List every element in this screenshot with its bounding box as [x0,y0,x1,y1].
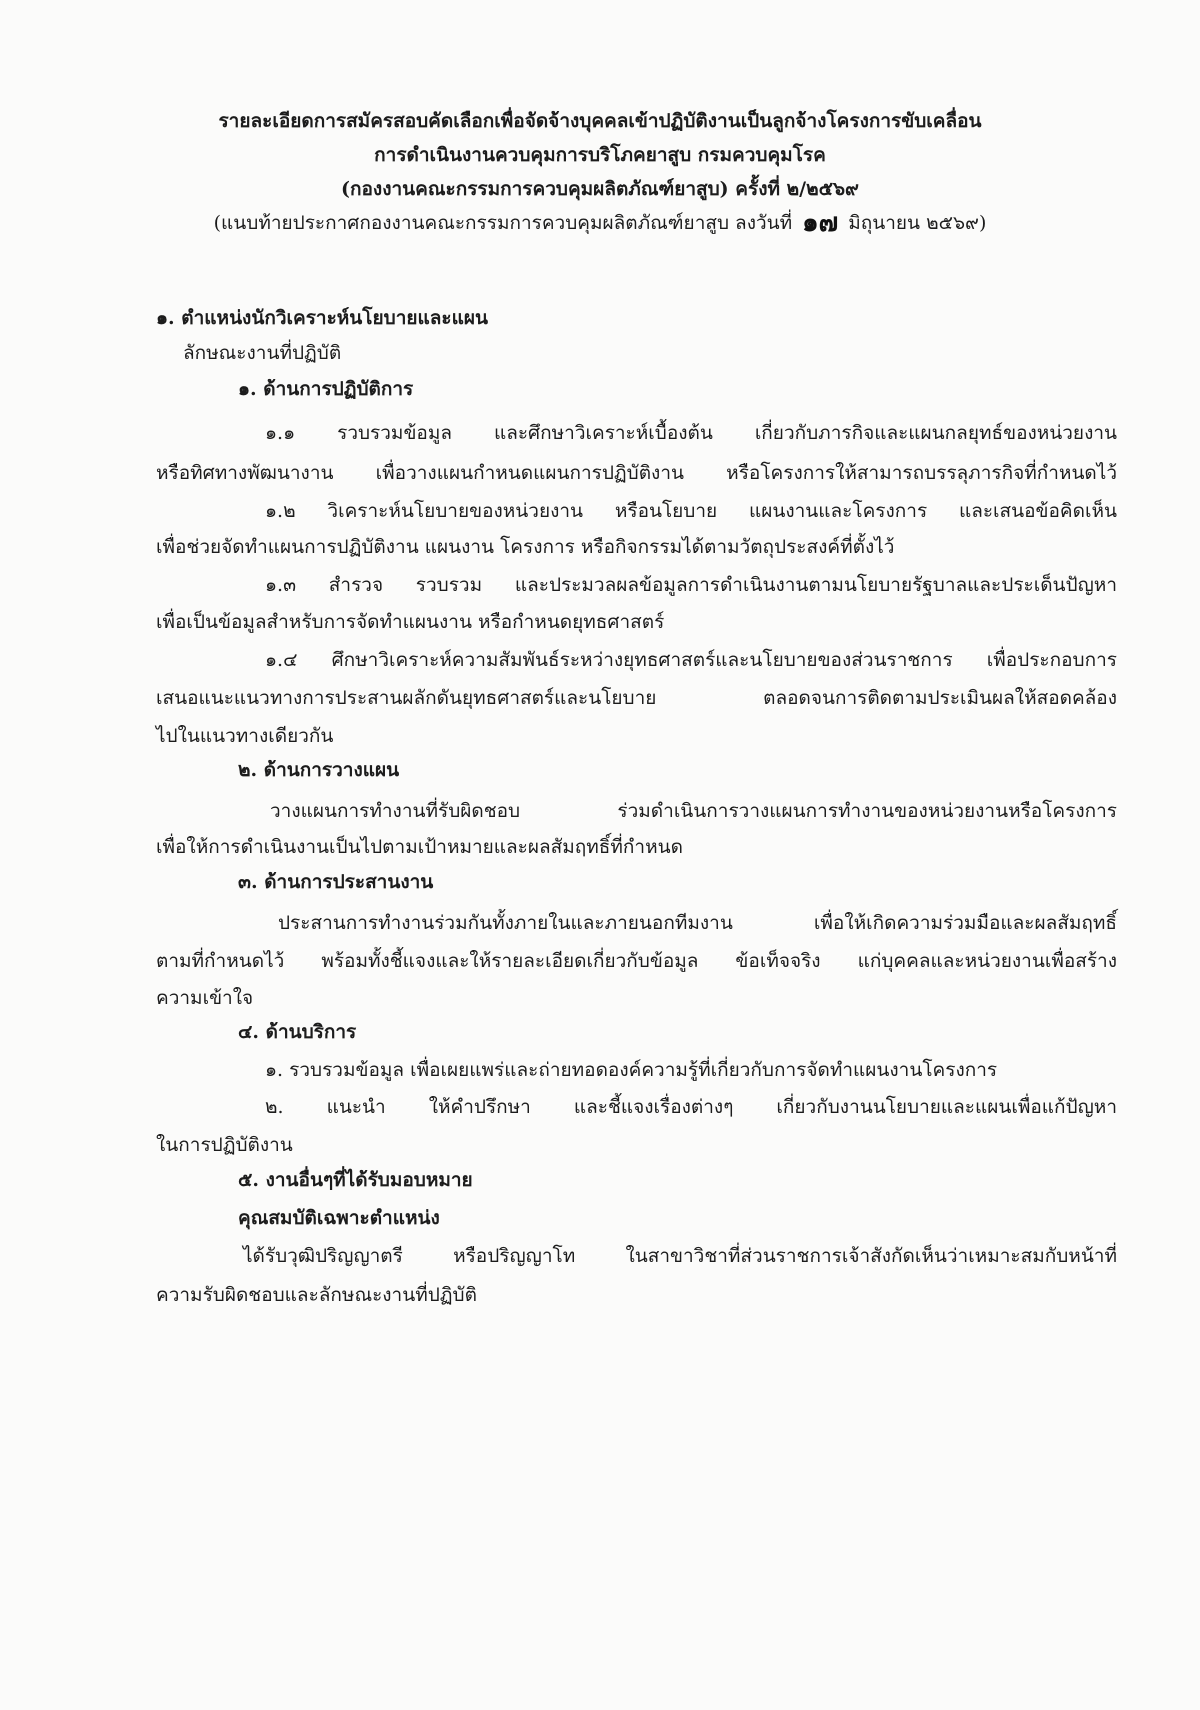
position-heading: ๑. ตำแหน่งนักวิเคราะห์นโยบายและแผน [156,307,488,329]
section-2-title: ๒. ด้านการวางแผน [238,759,400,781]
qualification-line-2: ความรับผิดชอบและลักษณะงานที่ปฏิบัติ [156,1284,477,1306]
annex-note [0,208,1200,238]
title-line-2: การดำเนินงานควบคุมการบริโภคยาสูบ กรมควบคุมโรค [374,144,826,166]
qualification-title: คุณสมบัติเฉพาะตำแหน่ง [238,1207,440,1229]
item-1-2-line-2: เพื่อช่วยจัดทำแผนการปฏิบัติงาน แผนงาน โครงการ หรือกิจกรรมได้ตามวัตถุประสงค์ที่ตั้งไว้ [156,536,895,558]
item-4-2-line-2: ในการปฏิบัติงาน [156,1134,293,1156]
item-1-4-line-2: เสนอแนะแนวทางการประสานผลักดันยุทธศาสตร์และนโยบาย ตลอดจนการติดตามประเมินผลให้สอดคล้อง [156,687,1117,709]
item-1-4-line-3: ไปในแนวทางเดียวกัน [156,725,334,747]
item-4-1: ๑. รวบรวมข้อมูล เพื่อเผยแพร่และถ่ายทอดองค์ความรู้ที่เกี่ยวกับการจัดทำแผนงานโครงการ [265,1059,998,1081]
title-line-3: (กองงานคณะกรรมการควบคุมผลิตภัณฑ์ยาสูบ) ครั้งที่ ๒/๒๕๖๙ [341,178,859,200]
item-1-1-line-2: หรือทิศทางพัฒนางาน เพื่อวางแผนกำหนดแผนการปฏิบัติงาน หรือโครงการให้สามารถบรรลุภารกิจที่กำหนดไว้ [156,462,1117,484]
section-3-line-2: ตามที่กำหนดไว้ พร้อมทั้งชี้แจงและให้รายละเอียดเกี่ยวกับข้อมูล ข้อเท็จจริง แก่บุคคลและหน่วยงานเพื่อสร้าง [156,950,1117,972]
section-3-line-1: ประสานการทำงานร่วมกันทั้งภายในและภายนอกทีมงาน เพื่อให้เกิดความร่วมมือและผลสัมฤทธิ์ [278,912,1117,934]
annex-prefix: (แนบท้ายประกาศกองงานคณะกรรมการควบคุมผลิตภัณฑ์ยาสูบ ลงวันที่ [213,212,793,234]
annex-suffix: มิถุนายน ๒๕๖๙) [848,212,987,234]
item-1-4-line-1: ๑.๔ ศึกษาวิเคราะห์ความสัมพันธ์ระหว่างยุทธศาสตร์และนโยบายของส่วนราชการ เพื่อประกอบการ [265,649,1117,671]
section-3-title: ๓. ด้านการประสานงาน [238,871,434,893]
annex-day-handwritten: ๑๗ [802,208,839,238]
item-4-2-line-1: ๒. แนะนำ ให้คำปรึกษา และชี้แจงเรื่องต่างๆ เกี่ยวกับงานนโยบายและแผนเพื่อแก้ปัญหา [265,1096,1117,1118]
section-2-line-1: วางแผนการทำงานที่รับผิดชอบ ร่วมดำเนินการวางแผนการทำงานของหน่วยงานหรือโครงการ [270,800,1117,822]
item-1-1-line-1: ๑.๑ รวบรวมข้อมูล และศึกษาวิเคราะห์เบื้องต้น เกี่ยวกับภารกิจและแผนกลยุทธ์ของหน่วยงาน [265,422,1117,444]
section-2-line-2: เพื่อให้การดำเนินงานเป็นไปตามเป้าหมายและผลสัมฤทธิ์ที่กำหนด [156,836,683,858]
qualification-line-1: ได้รับวุฒิปริญญาตรี หรือปริญญาโท ในสาขาวิชาที่ส่วนราชการเจ้าสังกัดเห็นว่าเหมาะสมกับหน้าที่ [243,1245,1117,1267]
item-1-2-line-1: ๑.๒ วิเคราะห์นโยบายของหน่วยงาน หรือนโยบาย แผนงานและโครงการ และเสนอข้อคิดเห็น [265,500,1117,522]
section-1-title: ๑. ด้านการปฏิบัติการ [238,378,414,400]
duties-label: ลักษณะงานที่ปฏิบัติ [183,342,342,364]
item-1-3-line-1: ๑.๓ สำรวจ รวบรวม และประมวลผลข้อมูลการดำเนินงานตามนโยบายรัฐบาลและประเด็นปัญหา [265,574,1117,596]
section-3-line-3: ความเข้าใจ [156,987,254,1009]
item-1-3-line-2: เพื่อเป็นข้อมูลสำหรับการจัดทำแผนงาน หรือกำหนดยุทธศาสตร์ [156,611,665,633]
section-4-title: ๔. ด้านบริการ [238,1021,357,1043]
title-line-1: รายละเอียดการสมัครสอบคัดเลือกเพื่อจัดจ้างบุคคลเข้าปฏิบัติงานเป็นลูกจ้างโครงการขับเคลื่อน [218,110,982,132]
section-5-title: ๕. งานอื่นๆที่ได้รับมอบหมาย [238,1169,473,1191]
